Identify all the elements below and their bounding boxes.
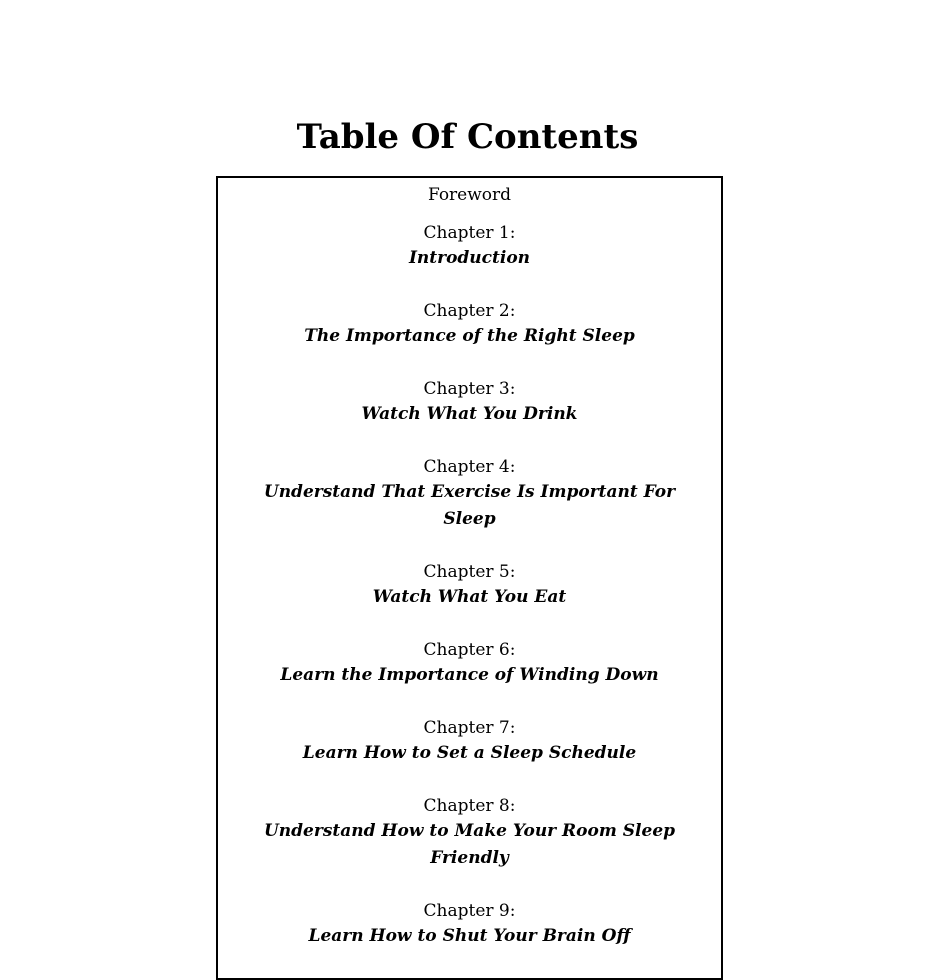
toc-entry-chapter-5[interactable] <box>218 560 721 611</box>
toc-entry-chapter-9[interactable] <box>218 899 721 950</box>
toc-entry-chapter-8[interactable] <box>218 794 721 872</box>
chapter-title: Understand That Exercise Is Important For Sleep <box>263 482 676 529</box>
chapter-title: Watch What You Drink <box>361 404 578 424</box>
chapter-title: Understand How to Make Your Room Sleep Friendly <box>263 821 676 868</box>
chapter-title: Learn How to Shut Your Brain Off <box>308 926 631 946</box>
chapter-number: Chapter 2: <box>423 301 516 321</box>
chapter-title: Introduction <box>408 248 531 268</box>
toc-entry-chapter-6[interactable] <box>218 638 721 689</box>
chapter-title: The Importance of the Right Sleep <box>304 326 635 346</box>
toc-entry-chapter-4[interactable] <box>218 455 721 533</box>
chapter-title: Watch What You Eat <box>372 587 567 607</box>
table-of-contents-box <box>216 176 723 980</box>
chapter-number: Chapter 1: <box>423 223 516 243</box>
page-title: Table Of Contents <box>296 117 639 157</box>
chapter-title: Learn the Importance of Winding Down <box>280 665 659 685</box>
toc-foreword[interactable]: Foreword <box>427 185 512 205</box>
toc-entry-chapter-3[interactable] <box>218 377 721 428</box>
chapter-number: Chapter 6: <box>423 640 516 660</box>
chapter-number: Chapter 4: <box>423 457 516 477</box>
chapter-number: Chapter 3: <box>423 379 516 399</box>
toc-chapter-list <box>218 221 721 977</box>
toc-entry-chapter-7[interactable] <box>218 716 721 767</box>
chapter-number: Chapter 7: <box>423 718 516 738</box>
chapter-number: Chapter 9: <box>423 901 516 921</box>
chapter-title: Learn How to Set a Sleep Schedule <box>302 743 637 763</box>
toc-entry-chapter-2[interactable] <box>218 299 721 350</box>
chapter-number: Chapter 8: <box>423 796 516 816</box>
toc-entry-chapter-1[interactable] <box>218 221 721 272</box>
chapter-number: Chapter 5: <box>423 562 516 582</box>
